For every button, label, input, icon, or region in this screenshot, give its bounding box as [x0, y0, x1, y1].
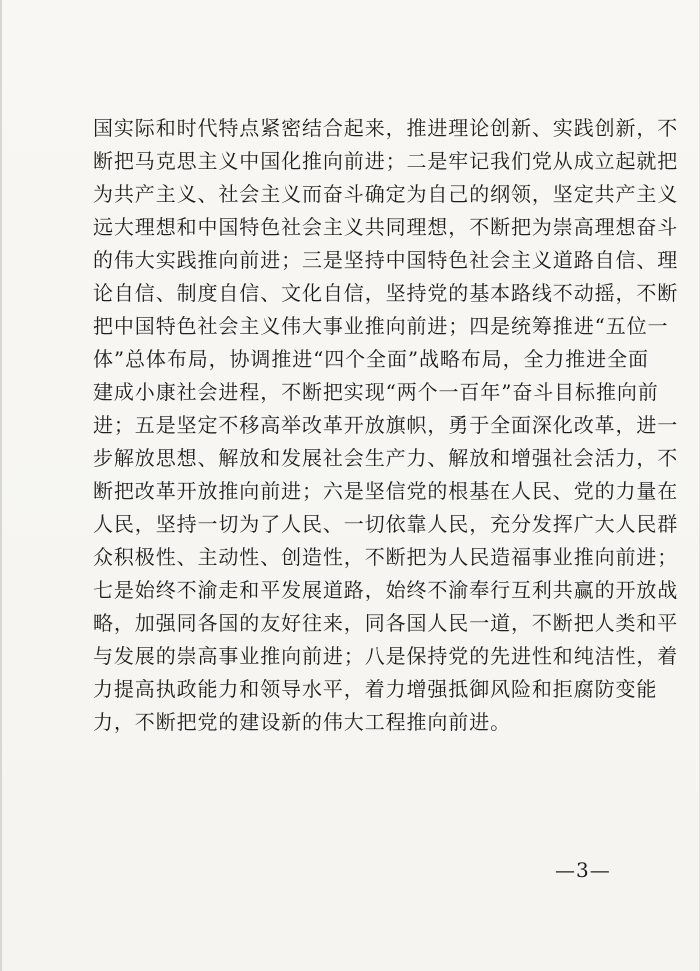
text-line-10: 进；五是坚定不移高举改革开放旗帜，勇于全面深化改革，进一 — [93, 413, 679, 437]
text-line-8: 体”总体布局，协调推进“四个全面”战略布局，全力推进全面 — [93, 347, 649, 371]
text-line-19: 力，不断把党的建设新的伟大工程推向前进。 — [93, 710, 511, 734]
text-line-11: 步解放思想、解放和发展社会生产力、解放和增强社会活力，不 — [93, 446, 679, 470]
text-line-5: 的伟大实践推向前进；三是坚持中国特色社会主义道路自信、理 — [93, 248, 679, 272]
text-line-9: 建成小康社会进程，不断把实现“两个一百年”奋斗目标推向前 — [93, 380, 659, 404]
body-text — [93, 112, 679, 739]
text-line-2: 断把马克思主义中国化推向前进；二是牢记我们党从成立起就把 — [93, 149, 679, 173]
text-line-1: 国实际和时代特点紧密结合起来，推进理论创新、实践创新，不 — [93, 116, 679, 140]
text-line-13: 人民，坚持一切为了人民、一切依靠人民，充分发挥广大人民群 — [93, 512, 679, 536]
text-line-16: 略，加强同各国的友好往来，同各国人民一道，不断把人类和平 — [93, 611, 679, 635]
text-line-3: 为共产主义、社会主义而奋斗确定为自己的纲领，坚定共产主义 — [93, 182, 679, 206]
text-line-15: 七是始终不渝走和平发展道路，始终不渝奉行互利共赢的开放战 — [93, 578, 679, 602]
text-line-14: 众积极性、主动性、创造性，不断把为人民造福事业推向前进； — [93, 545, 679, 569]
text-line-7: 把中国特色社会主义伟大事业推向前进；四是统筹推进“五位一 — [93, 314, 669, 338]
text-line-12: 断把改革开放推向前进；六是坚信党的根基在人民、党的力量在 — [93, 479, 679, 503]
text-line-18: 力提高执政能力和领导水平，着力增强抵御风险和拒腐防变能 — [93, 677, 658, 701]
text-line-17: 与发展的崇高事业推向前进；八是保持党的先进性和纯洁性，着 — [93, 644, 679, 668]
page-number: —3— — [555, 858, 611, 882]
text-line-6: 论自信、制度自信、文化自信，坚持党的基本路线不动摇，不断 — [93, 281, 679, 305]
text-line-4: 远大理想和中国特色社会主义共同理想，不断把为崇高理想奋斗 — [93, 215, 679, 239]
